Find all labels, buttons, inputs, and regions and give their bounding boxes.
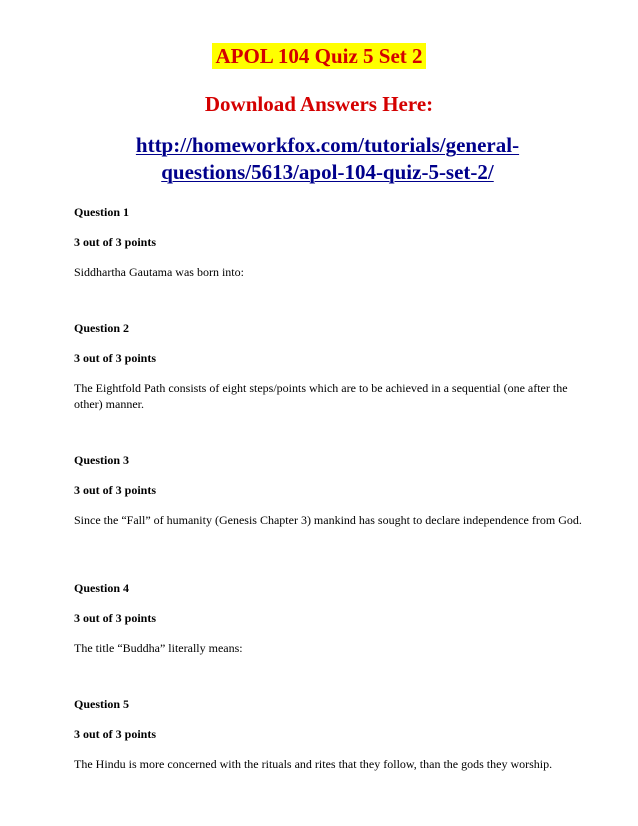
- question-title: Question 1: [74, 205, 130, 219]
- download-heading: Download Answers Here:: [204, 92, 434, 116]
- question-title: Question 4: [74, 581, 130, 595]
- document-title: APOL 104 Quiz 5 Set 2: [212, 43, 425, 69]
- title-wrapper: [0, 43, 638, 69]
- question-1: [74, 204, 584, 280]
- download-link-line-2[interactable]: questions/5613/apol-104-quiz-5-set-2/: [161, 160, 494, 184]
- question-title: Question 3: [74, 453, 130, 467]
- question-text: The title “Buddha” literally means:: [74, 641, 243, 655]
- question-points: 3 out of 3 points: [74, 611, 157, 625]
- question-title: Question 5: [74, 697, 130, 711]
- question-5: [74, 696, 584, 772]
- question-text: Siddhartha Gautama was born into:: [74, 265, 244, 279]
- download-link[interactable]: [80, 132, 575, 186]
- question-points: 3 out of 3 points: [74, 483, 157, 497]
- question-points: 3 out of 3 points: [74, 235, 157, 249]
- question-title: Question 2: [74, 321, 130, 335]
- question-3: [74, 452, 584, 528]
- download-link-line-1[interactable]: http://homeworkfox.com/tutorials/general-: [135, 133, 520, 157]
- question-text: The Eightfold Path consists of eight steps/points which are to be achieved in a sequential (one after the other) manner.: [74, 381, 568, 411]
- question-2: [74, 320, 584, 412]
- question-text: Since the “Fall” of humanity (Genesis Chapter 3) mankind has sought to declare independence from God.: [74, 513, 582, 527]
- question-points: 3 out of 3 points: [74, 727, 157, 741]
- question-text: The Hindu is more concerned with the rituals and rites that they follow, than the gods they worship.: [74, 757, 553, 771]
- question-points: 3 out of 3 points: [74, 351, 157, 365]
- question-4: [74, 580, 584, 656]
